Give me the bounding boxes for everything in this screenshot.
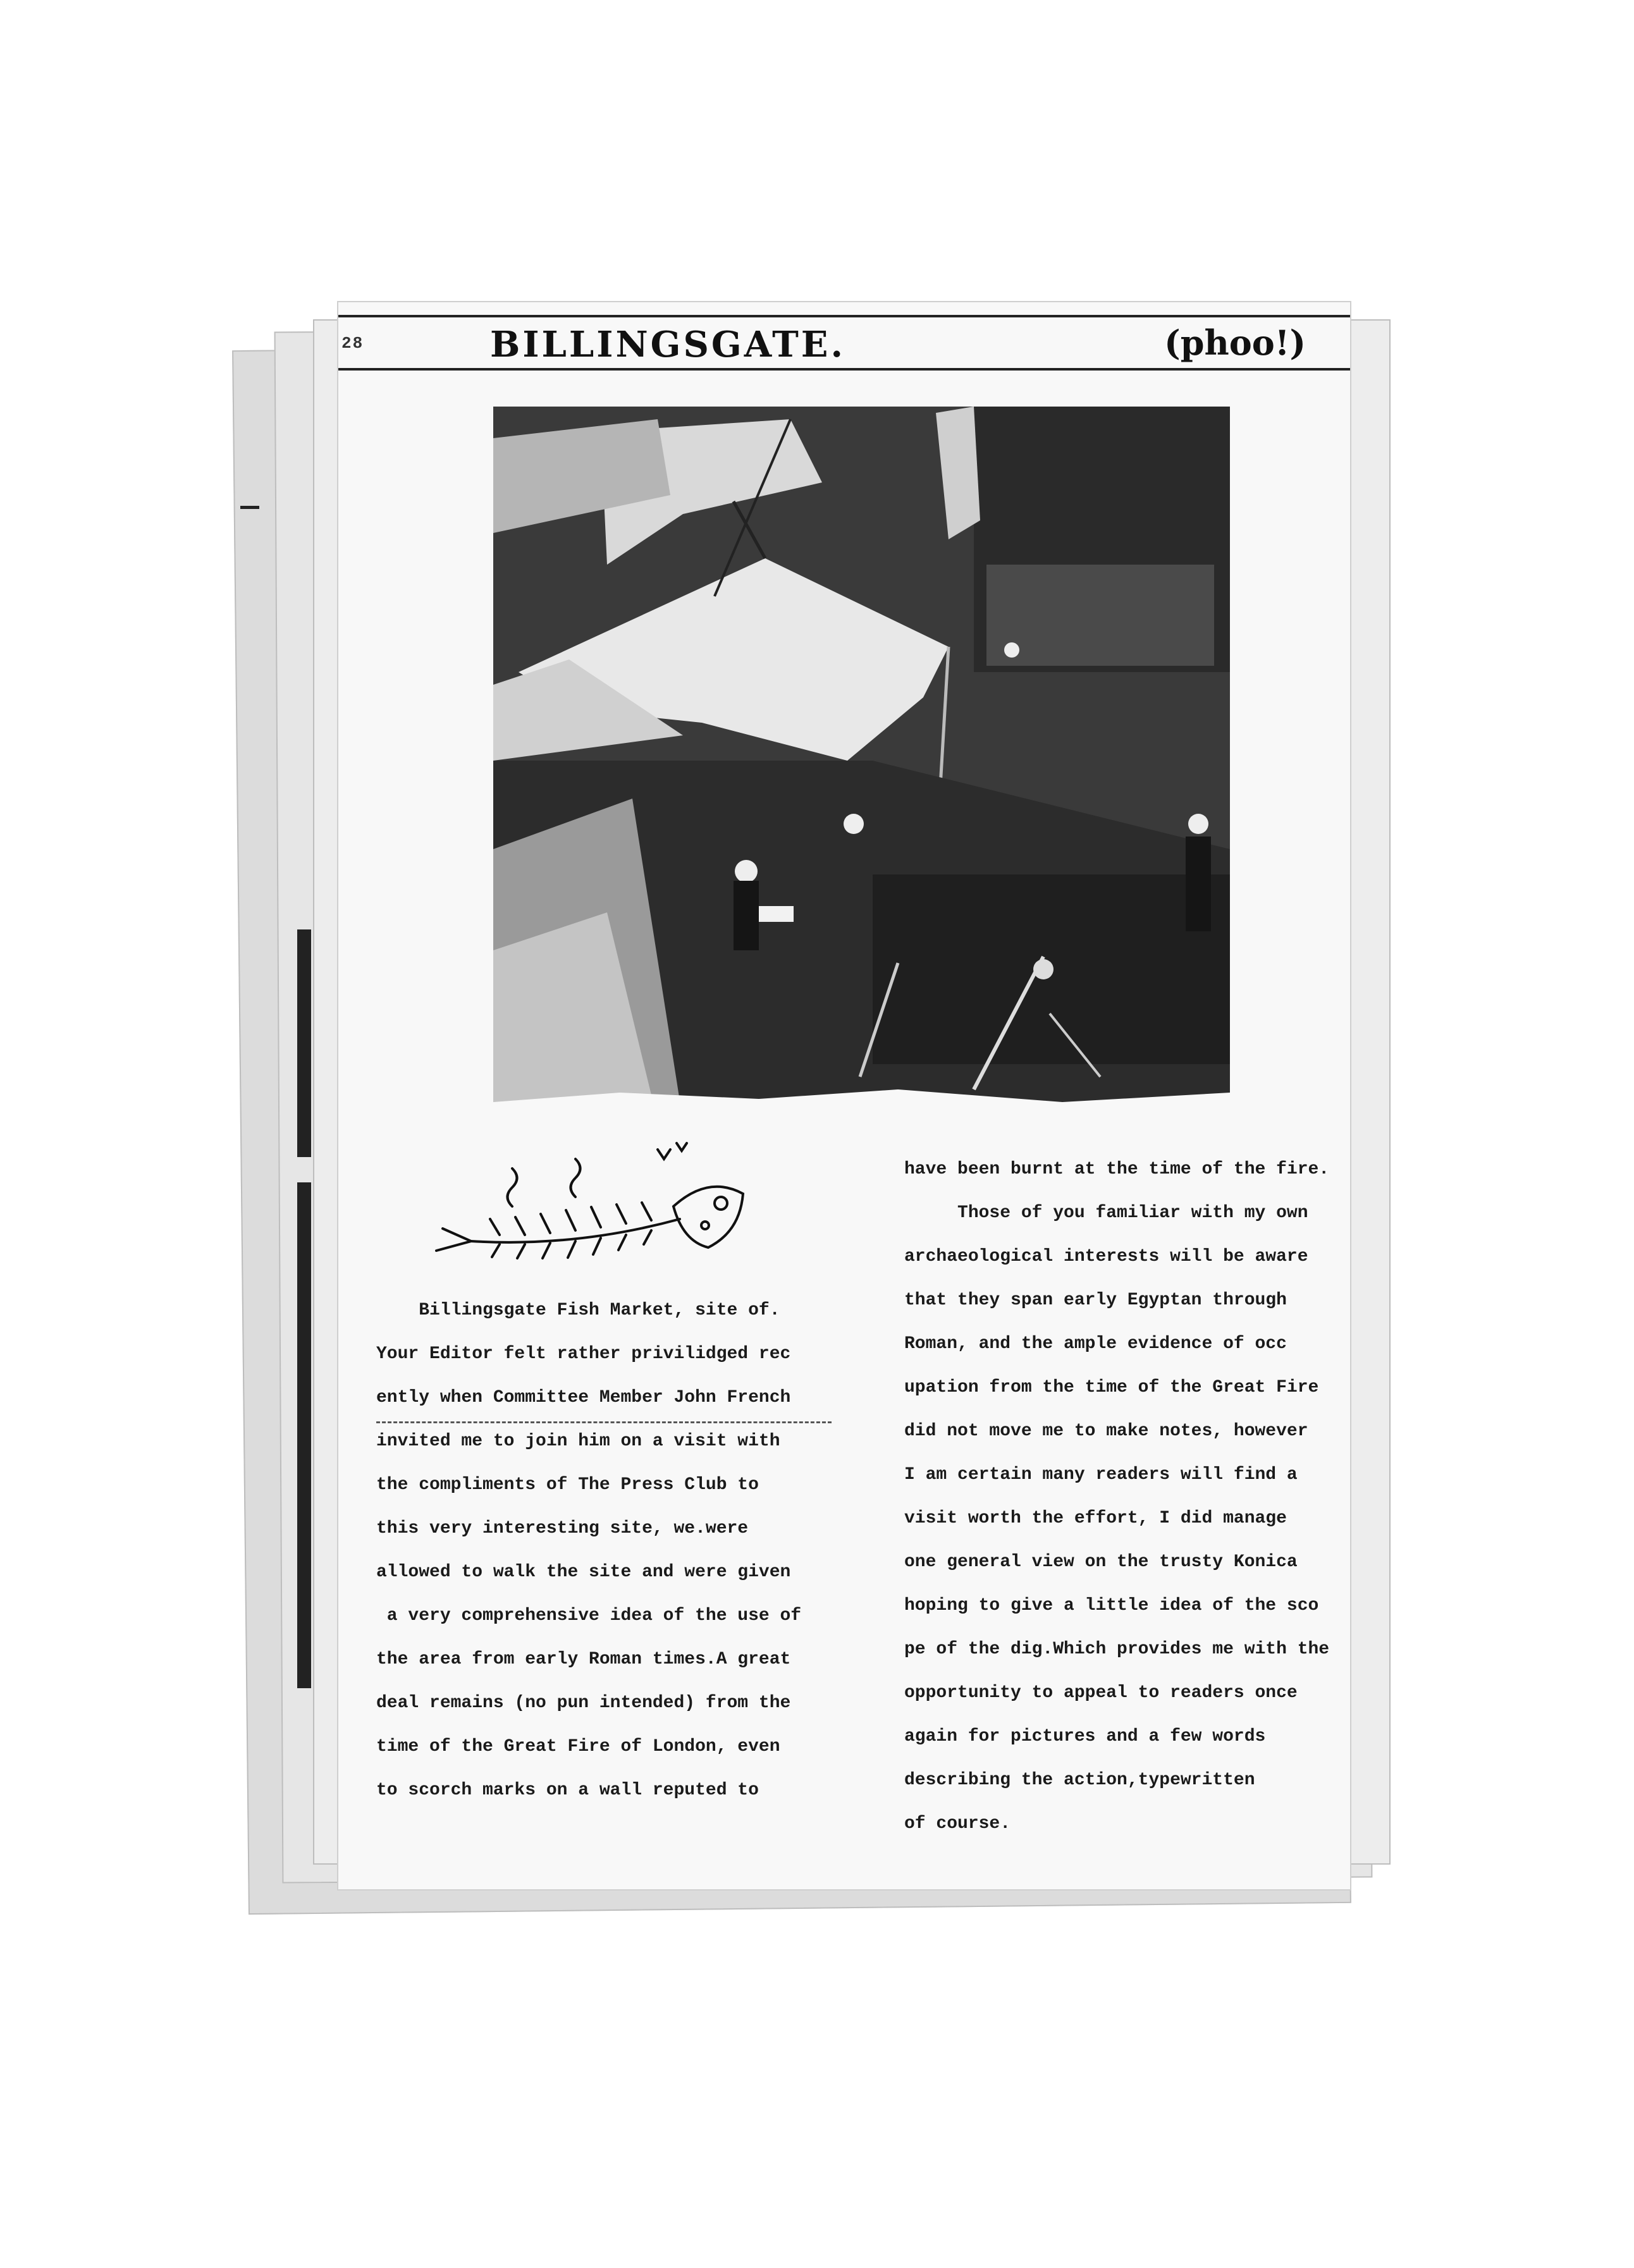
text-line: Roman, and the ample evidence of occ (904, 1334, 1287, 1354)
text-line: pe of the dig.Which provides me with the (904, 1640, 1330, 1659)
text-line: allowed to walk the site and were given (376, 1562, 791, 1582)
text-line: upation from the time of the Great Fire (904, 1378, 1319, 1397)
text-line: that they span early Egyptan through (904, 1290, 1287, 1310)
page-edge-mark (297, 1182, 311, 1688)
article-right-column (904, 1148, 1360, 1846)
fish-skeleton-icon (424, 1137, 752, 1282)
article-left-column (376, 1289, 838, 1812)
excavation-photo (493, 407, 1230, 1121)
excavation-photo-graphic (493, 407, 1230, 1121)
text-line: I am certain many readers will find a (904, 1465, 1298, 1485)
text-line: archaeological interests will be aware (904, 1247, 1308, 1266)
text-line: one general view on the trusty Konica (904, 1552, 1298, 1572)
text-line: deal remains (no pun intended) from the (376, 1693, 791, 1713)
text-line: visit worth the effort, I did manage (904, 1509, 1287, 1528)
text-line: Your Editor felt rather privilidged rec (376, 1344, 791, 1364)
text-line: ently when Committee Member John French (376, 1388, 791, 1407)
text-line: the compliments of The Press Club to (376, 1475, 759, 1495)
page-number: 28 (341, 334, 364, 353)
text-line: opportunity to appeal to readers once (904, 1683, 1298, 1703)
text-line: of course. (904, 1814, 1011, 1834)
text-line: hoping to give a little idea of the sco (904, 1596, 1319, 1615)
text-line: describing the action,typewritten (904, 1770, 1255, 1790)
text-line: have been burnt at the time of the fire. (904, 1160, 1330, 1179)
text-line: invited me to join him on a visit with (376, 1431, 780, 1451)
text-line: again for pictures and a few words (904, 1727, 1266, 1746)
fish-skeleton-drawing (424, 1137, 752, 1282)
header-aside: (phoo!) (1164, 322, 1306, 363)
page-title: BILLINGSGATE. (490, 324, 845, 365)
text-line: time of the Great Fire of London, even (376, 1737, 780, 1756)
text-line: Those of you familiar with my own (904, 1203, 1308, 1223)
newsletter-page (338, 302, 1350, 1889)
text-line: did not move me to make notes, however (904, 1421, 1308, 1441)
text-line: the area from early Roman times.A great (376, 1650, 791, 1669)
text-line: a very comprehensive idea of the use of (376, 1606, 802, 1626)
text-line: Billingsgate Fish Market, site of. (376, 1301, 780, 1320)
page-edge-mark (297, 929, 311, 1157)
page-edge-mark (240, 506, 259, 509)
text-line: this very interesting site, we.were (376, 1519, 749, 1538)
page-header (338, 315, 1350, 371)
text-line: to scorch marks on a wall reputed to (376, 1781, 759, 1800)
